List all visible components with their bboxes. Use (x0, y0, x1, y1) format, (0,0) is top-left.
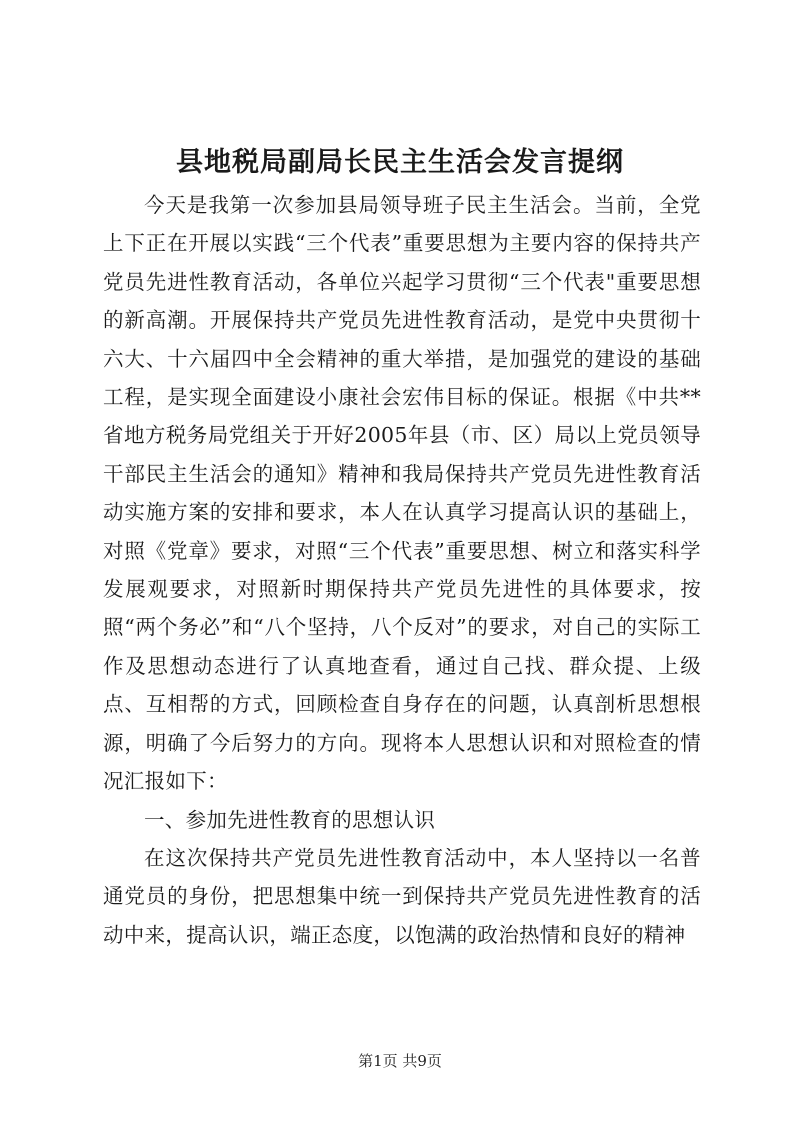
section-heading: 一、参加先进性教育的思想认识 (144, 807, 436, 832)
document-title: 县地税局副局长民主生活会发言提纲 (176, 147, 624, 178)
body-paragraph: 今天是我第一次参加县局领导班子民主生活会。当前，全党上下正在开展以实践“三个代表”重要思想为主要内容的保持共产党员先进性教育活动，各单位兴起学习贯彻“三个代表"重要思想的新高潮。开展保持共产党员先进性教育活动，是党中央贯彻十六大、十六届四中全会精神的重大举措，是加强党的建设的基础工程，是实现全面建设小康社会宏伟目标的保证。根据《中共**省地方税务局党组关于开好2005年县（市、区）局以上党员领导干部民主生活会的通知》精神和我局保持共产党员先进性教育活动实施方案的安排和要求，本人在认真学习提高认识的基础上，对照《党章》要求，对照“三个代表”重要思想、树立和落实科学发展观要求，对照新时期保持共产党员先进性的具体要求，按照“两个务必”和“八个坚持，八个反对”的要求，对自己的实际工作及思想动态进行了认真地查看，通过自己找、群众提、上级点、互相帮的方式，回顾检查自身存在的问题，认真剖析思想根源，明确了今后努力的方向。现将本人思想认识和对照检查的情况汇报如下： (103, 193, 701, 794)
page-number-footer: 第1页 共9页 (358, 1052, 442, 1070)
body-paragraph: 在这次保持共产党员先进性教育活动中，本人坚持以一名普通党员的身份，把思想集中统一到保持共产党员先进性教育的活动中来，提高认识，端正态度，以饱满的政治热情和良好的精神 (103, 845, 701, 947)
document-body (103, 186, 701, 954)
